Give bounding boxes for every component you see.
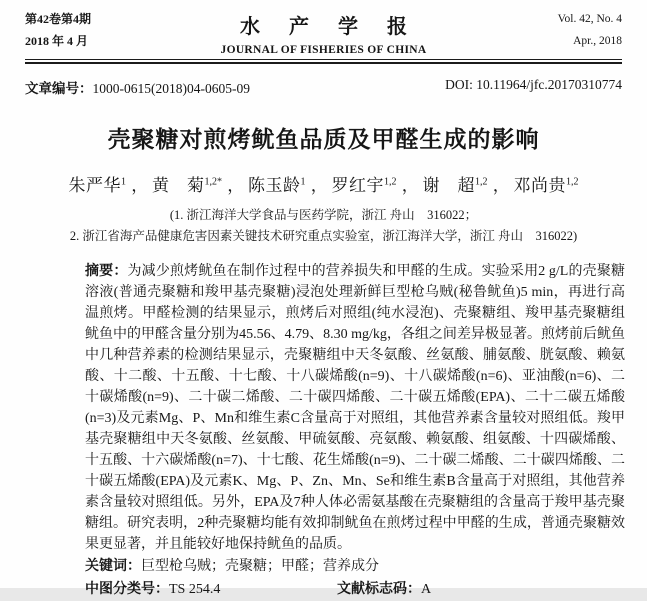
journal-date-en: Apr., 2018: [573, 35, 622, 47]
author-superscript: 1,2: [384, 176, 397, 188]
author: [152, 176, 248, 195]
author-name: 谢 超: [422, 176, 475, 195]
author-separator: ，: [227, 176, 245, 195]
author-name: 罗红宇: [331, 176, 384, 195]
author-name: 朱严华: [68, 176, 121, 195]
journal-volume-issue-en: Vol. 42, No. 4: [557, 13, 622, 25]
journal-date-cn: 2018 年 4 月: [25, 34, 89, 48]
author: [423, 176, 514, 195]
author: [514, 176, 579, 195]
abstract-paragraph: [85, 260, 625, 555]
author-superscript: 1: [121, 176, 126, 188]
author-separator: ，: [131, 176, 149, 195]
author-superscript: 1,2*: [204, 176, 222, 188]
masthead-left: [25, 8, 175, 52]
author-separator: ，: [310, 176, 329, 195]
keywords-label: 关键词：: [85, 557, 141, 573]
masthead-right: [472, 8, 622, 52]
journal-title-en: JOURNAL OF FISHERIES OF CHINA: [220, 44, 427, 56]
article-number-line: [25, 77, 250, 97]
article-title: 壳聚糖对煎烤鱿鱼品质及甲醛生成的影响: [107, 126, 540, 152]
classification-line: [85, 577, 625, 601]
journal-volume-issue-cn: 第42卷第4期: [25, 12, 92, 26]
article-meta-row: [25, 77, 622, 97]
author-name: 邓尚贵: [513, 176, 566, 195]
author-separator: ，: [492, 176, 511, 195]
abstract-label: 摘要：: [85, 262, 128, 278]
keywords-text: 巨型枪乌贼；壳聚糖；甲醛；营养成分: [141, 559, 379, 574]
doc-code-item: [337, 577, 431, 601]
author-superscript: 1,2: [566, 176, 579, 188]
masthead-center: [175, 8, 472, 56]
doc-code-label: 文献标志码：: [337, 580, 421, 596]
affiliations-block: [25, 205, 622, 247]
authors-line: [25, 171, 622, 196]
keywords-line: [85, 555, 625, 577]
doc-code-value: A: [421, 582, 432, 597]
author: [332, 176, 423, 195]
author-superscript: 1: [300, 176, 306, 188]
clc-item: [85, 582, 220, 597]
affiliation-line-1: (1. 浙江海洋大学食品与医药学院，浙江 舟山 316022；: [169, 208, 478, 222]
affiliation-line-2: 2. 浙江省海产品健康危害因素关键技术研究重点实验室，浙江海洋大学，浙江 舟山 316022): [69, 229, 578, 243]
author-superscript: 1,2: [475, 176, 488, 188]
clc-label: 中图分类号：: [85, 580, 169, 596]
author: [248, 176, 332, 195]
journal-title-cn: 水 产 学 报: [240, 16, 419, 38]
masthead-divider-rule: [25, 59, 622, 64]
author-name: 陈玉龄: [248, 176, 301, 195]
journal-masthead: [25, 8, 622, 56]
article-number-label: 文章编号：: [25, 81, 93, 96]
author: [69, 176, 153, 195]
abstract-text: 为减少煎烤鱿鱼在制作过程中的营养损失和甲醛的生成。实验采用2 g/L的壳聚糖溶液(普通壳聚糖和羧甲基壳聚糖)浸泡处理新鲜巨型枪乌贼(秘鲁鱿鱼)5 min，再进行高温煎烤。甲醛检测的结果显示，煎烤后对照组(纯水浸泡)、壳聚糖组、羧甲基壳聚糖组鱿鱼中的甲醛含量分别为45.56、4.79、8.30 mg/kg，各组之间差异极显著。煎烤前后鱿鱼中几种营养素的检测结果显示，壳聚糖组中天冬氨酸、丝氨酸、脯氨酸、胱氨酸、赖氨酸、十二酸、十五酸、十七酸、十八碳烯酸(n=9)、十八碳烯酸(n=6)、亚油酸(n=6)、二十碳烯酸(n=9)、二十碳二烯酸、二十碳四烯酸、二十碳五烯酸(EPA)、二十二碳五烯酸(n=3)及元素Mg、P、Mn和维生素C含量高于对照组，其他营养素含量较对照组低。羧甲基壳聚糖组中天冬氨酸、丝氨酸、甲硫氨酸、亮氨酸、赖氨酸、组氨酸、十四碳烯酸、十五酸、十六碳烯酸(n=7)、十七酸、花生烯酸(n=9)、二十碳二烯酸、二十碳四烯酸、二十碳五烯酸(EPA)及元素K、Mg、P、Zn、Mn、Se和维生素B含量高于对照组，其他营养素含量较对照组低。另外，EPA及7种人体必需氨基酸在壳聚糖组的含量高于羧甲基壳聚糖组。研究表明，2种壳聚糖均能有效抑制鱿鱼在煎烤过程中甲醛的生成，普通壳聚糖效果更显著，并且能较好地保持鱿鱼的品质。: [85, 264, 625, 552]
doi-value: DOI: 10.11964/jfc.20170310774: [445, 77, 622, 92]
author-separator: ，: [401, 176, 420, 195]
clc-value: TS 254.4: [169, 582, 221, 597]
article-number-value: 1000-0615(2018)04-0605-09: [92, 81, 250, 96]
author-name: 黄 菊: [152, 176, 205, 195]
